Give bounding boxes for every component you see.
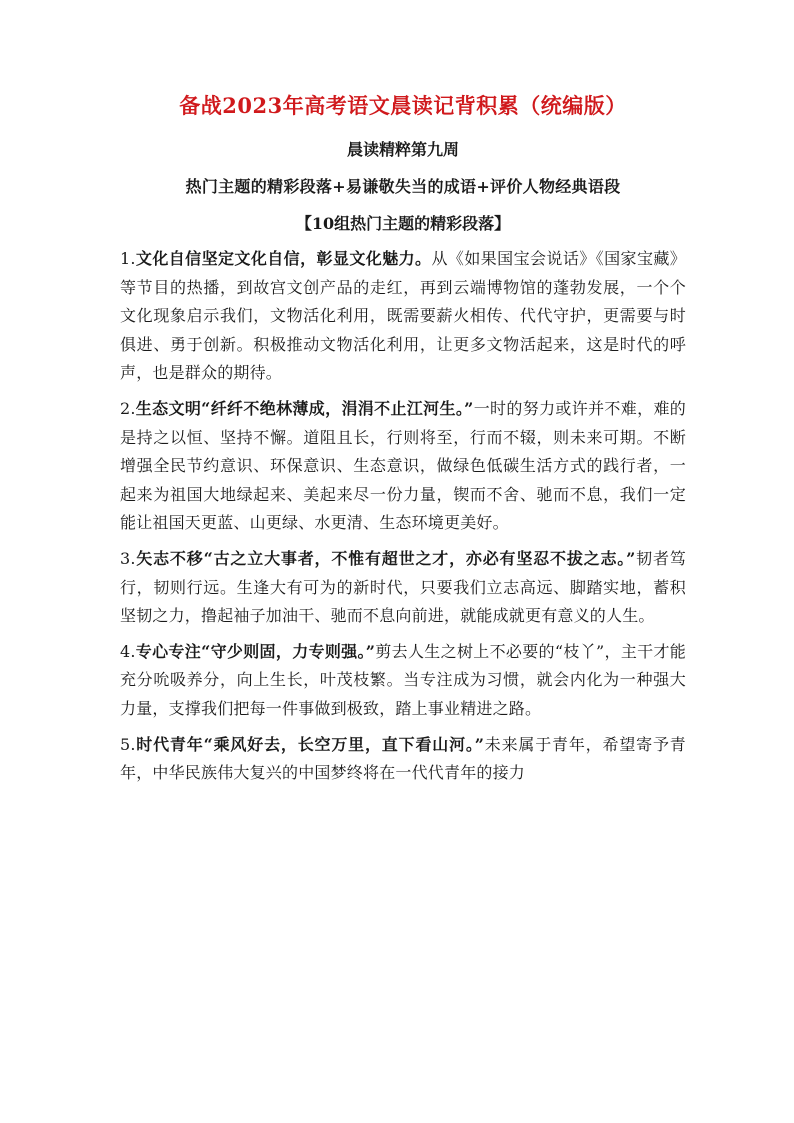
document-title: 备战2023年高考语文晨读记背积累（统编版） xyxy=(179,93,627,118)
paragraph-body: 韧者笃行，韧则行远。生逢大有可为的新时代，只要我们立志高远、脚踏实地，蓄积坚韧之力，撸起袖子加油干、驰而不息向前进，就能成就更有意义的人生。 xyxy=(120,548,686,626)
paragraph-number: 5. xyxy=(120,734,136,754)
paragraph-body: 一时的努力或许并不难，难的是持之以恒、坚持不懈。道阻且长，行则将至，行而不辍，则未来可期。不断增强全民节约意识、环保意识、生态意识，做绿色低碳生活方式的践行者，一起来为祖国大地绿起来、美起来尽一份力量，锲而不舍、驰而不息，我们一定能让祖国天更蓝、山更绿、水更清、生态环境更美好。 xyxy=(120,398,686,533)
paragraph-body: 从《如果国宝会说话》《国家宝藏》等节目的热播，到故宫文创产品的走红，再到云端博物馆的蓬勃发展，一个个文化现象启示我们，文物活化利用，既需要薪火相传、代代守护，更需要与时俱进、勇于创新。积极推动文物活化利用，让更多文物活起来，这是时代的呼声，也是群众的期待。 xyxy=(120,249,687,383)
paragraph-body: 剪去人生之树上不必要的“枝丫”，主干才能充分吮吸养分，向上生长，叶茂枝繁。当专注成为习惯，就会内化为一种强大力量，支撑我们把每一件事做到极致，踏上事业精进之路。 xyxy=(120,641,686,718)
paragraph-3 xyxy=(120,545,686,631)
paragraph-lead: 矢志不移“古之立大事者，不惟有超世之才，亦必有坚忍不拔之志。” xyxy=(135,548,636,568)
paragraph-lead: 文化自信坚定文化自信，彰显文化魅力。 xyxy=(135,249,432,268)
paragraph-body: 未来属于青年，希望寄予青年，中华民族伟大复兴的中国梦终将在一代代青年的接力 xyxy=(120,734,686,783)
paragraph-4 xyxy=(120,638,686,724)
paragraph-lead: 生态文明“纤纤不绝林薄成，涓涓不止江河生。” xyxy=(135,398,474,418)
paragraph-number: 4. xyxy=(120,641,136,661)
topic-subtitle: 热门主题的精彩段落+易谦敬失当的成语+评价人物经典语段 xyxy=(185,177,621,196)
section-heading: 【10组热门主题的精彩段落】 xyxy=(295,214,511,233)
paragraph-number: 2. xyxy=(120,398,136,418)
paragraph-lead: 时代青年“乘风好去，长空万里，直下看山河。” xyxy=(135,734,485,754)
paragraph-2 xyxy=(120,395,686,538)
paragraph-number: 3. xyxy=(120,548,136,568)
week-subtitle: 晨读精粹第九周 xyxy=(346,140,459,159)
document-page xyxy=(120,86,686,788)
paragraph-1 xyxy=(120,245,686,388)
paragraph-number: 1. xyxy=(120,249,136,268)
paragraph-lead: 专心专注“守少则固，力专则强。” xyxy=(135,641,376,661)
paragraph-5 xyxy=(120,731,686,788)
